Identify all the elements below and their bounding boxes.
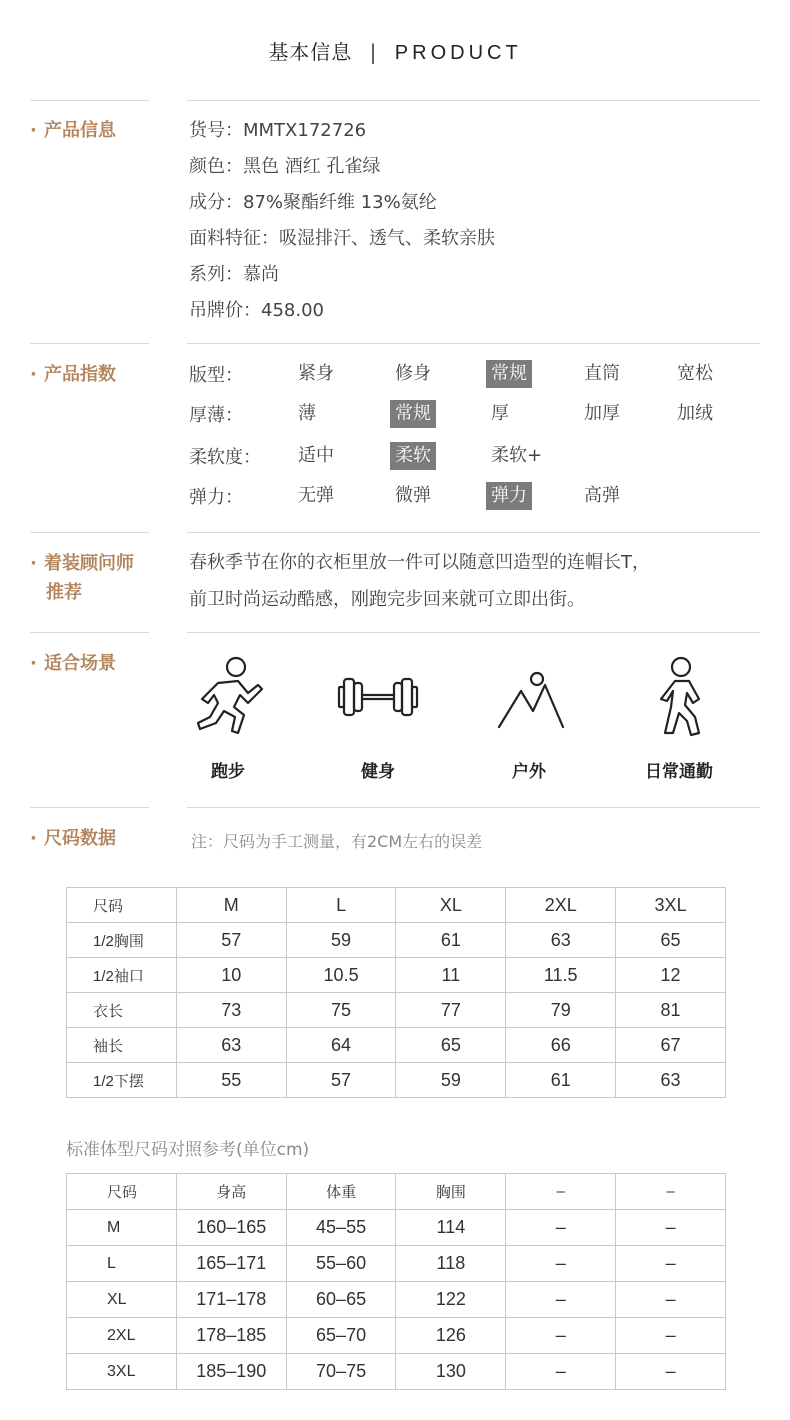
table-cell: 75 <box>286 993 396 1028</box>
table-cell: M <box>67 1210 177 1246</box>
section-label: 尺码数据 <box>44 828 116 849</box>
index-option-selected: 常规 <box>486 360 532 388</box>
section-title-size-data <box>30 824 160 853</box>
index-option: 微弹 <box>395 485 431 506</box>
index-option: 高弹 <box>584 485 620 506</box>
scene-fitness <box>323 655 433 782</box>
table-cell: 126 <box>396 1318 506 1354</box>
table-cell: 1/2胸围 <box>67 923 177 958</box>
bullet-dot: · <box>30 553 37 574</box>
table-row <box>67 1246 726 1282</box>
divider <box>187 532 760 533</box>
index-label-thickness: 厚薄： <box>189 405 243 426</box>
scene-label: 户外 <box>512 762 546 782</box>
info-item-color: 颜色：黑色 酒红 孔雀绿 <box>189 156 381 177</box>
divider <box>187 632 760 633</box>
info-item-material: 成分：87%聚酯纤维 13%氨纶 <box>189 192 437 213</box>
section-label: 产品信息 <box>44 120 116 141</box>
index-option: 加厚 <box>584 403 620 424</box>
divider <box>30 532 149 533</box>
table-cell: 55 <box>176 1063 286 1098</box>
index-label-elasticity: 弹力： <box>189 487 243 508</box>
section-label: 产品指数 <box>44 364 116 385</box>
table-cell: 袖长 <box>67 1028 177 1063</box>
table-cell: 79 <box>506 993 616 1028</box>
mountain-icon <box>489 655 569 739</box>
page-header <box>0 36 790 65</box>
table-header-cell: 尺码 <box>67 1174 177 1210</box>
table-row <box>67 1318 726 1354</box>
recommendation-line: 前卫时尚运动酷感，刚跑完步回来就可立即出街。 <box>189 589 585 610</box>
table-header-cell: XL <box>396 888 506 923</box>
header-separator: | <box>369 40 378 64</box>
table-header-cell: 胸围 <box>396 1174 506 1210</box>
divider <box>187 343 760 344</box>
index-label-softness: 柔软度： <box>189 447 261 468</box>
table-cell: 130 <box>396 1354 506 1390</box>
table-cell: 2XL <box>67 1318 177 1354</box>
table-row <box>67 1028 726 1063</box>
table-cell: 11 <box>396 958 506 993</box>
dumbbell-icon <box>335 655 421 739</box>
header-title-en: PRODUCT <box>394 42 522 64</box>
index-option: 柔软+ <box>491 445 543 466</box>
info-item-price: 吊牌价：458.00 <box>189 300 324 321</box>
scene-outdoor <box>474 655 584 782</box>
table-cell: 60–65 <box>286 1282 396 1318</box>
bullet-dot: · <box>30 120 37 141</box>
table-cell: 65 <box>396 1028 506 1063</box>
table-cell: – <box>616 1210 726 1246</box>
table-cell: 118 <box>396 1246 506 1282</box>
scene-label: 跑步 <box>211 762 245 782</box>
index-option: 厚 <box>491 403 509 424</box>
table-cell: – <box>506 1354 616 1390</box>
table-header-cell: M <box>176 888 286 923</box>
table-cell: 10 <box>176 958 286 993</box>
table-header-row <box>67 1174 726 1210</box>
index-option: 薄 <box>298 403 316 424</box>
info-item-series: 系列：慕尚 <box>189 264 279 285</box>
table-cell: 45–55 <box>286 1210 396 1246</box>
table-cell: XL <box>67 1282 177 1318</box>
section-title-product-info <box>30 116 160 145</box>
bullet-dot: · <box>30 653 37 674</box>
scene-commute <box>624 655 734 782</box>
divider <box>30 100 149 101</box>
table-cell: – <box>506 1318 616 1354</box>
table-header-cell: 身高 <box>176 1174 286 1210</box>
index-option: 无弹 <box>298 485 334 506</box>
reference-caption: 标准体型尺码对照参考(单位cm) <box>66 1140 310 1160</box>
bullet-dot: · <box>30 364 37 385</box>
scene-label: 日常通勤 <box>645 762 713 782</box>
table-header-cell: – <box>616 1174 726 1210</box>
index-option-selected: 柔软 <box>390 442 436 470</box>
running-icon <box>188 655 268 739</box>
table-cell: 59 <box>286 923 396 958</box>
divider <box>30 807 149 808</box>
table-cell: 178–185 <box>176 1318 286 1354</box>
recommendation-line: 春秋季节在你的衣柜里放一件可以随意凹造型的连帽长T， <box>189 552 650 573</box>
table-row <box>67 1282 726 1318</box>
table-cell: – <box>616 1354 726 1390</box>
table-cell: 1/2袖口 <box>67 958 177 993</box>
table-cell: 64 <box>286 1028 396 1063</box>
table-row <box>67 1063 726 1098</box>
table-header-cell: 2XL <box>506 888 616 923</box>
table-cell: 67 <box>616 1028 726 1063</box>
table-header-cell: – <box>506 1174 616 1210</box>
table-cell: 12 <box>616 958 726 993</box>
table-header-cell: 体重 <box>286 1174 396 1210</box>
table-cell: 63 <box>616 1063 726 1098</box>
divider <box>187 100 760 101</box>
info-item-fabric: 面料特征：吸湿排汗、透气、柔软亲肤 <box>189 228 495 249</box>
table-cell: 65–70 <box>286 1318 396 1354</box>
table-cell: 70–75 <box>286 1354 396 1390</box>
info-item-sku: 货号：MMTX172726 <box>189 120 367 141</box>
table-cell: – <box>616 1246 726 1282</box>
table-cell: – <box>506 1210 616 1246</box>
table-cell: L <box>67 1246 177 1282</box>
index-option: 修身 <box>395 363 431 384</box>
table-cell: 57 <box>176 923 286 958</box>
walking-icon <box>639 655 719 739</box>
table-row <box>67 993 726 1028</box>
divider <box>30 343 149 344</box>
divider <box>30 632 149 633</box>
table-cell: 66 <box>506 1028 616 1063</box>
index-option-selected: 弹力 <box>486 482 532 510</box>
table-cell: 65 <box>616 923 726 958</box>
table-cell: 160–165 <box>176 1210 286 1246</box>
scene-label: 健身 <box>361 762 395 782</box>
table-cell: 10.5 <box>286 958 396 993</box>
table-header-row <box>67 888 726 923</box>
index-option: 直筒 <box>584 363 620 384</box>
index-option-selected: 常规 <box>390 400 436 428</box>
table-cell: – <box>616 1282 726 1318</box>
divider <box>187 807 760 808</box>
size-note: 注：尺码为手工测量，有2CM左右的误差 <box>191 832 483 851</box>
index-option: 紧身 <box>298 363 334 384</box>
table-cell: 11.5 <box>506 958 616 993</box>
header-title-cn: 基本信息 <box>268 40 353 64</box>
table-cell: 63 <box>176 1028 286 1063</box>
table-cell: – <box>616 1318 726 1354</box>
table-cell: 衣长 <box>67 993 177 1028</box>
table-cell: – <box>506 1282 616 1318</box>
reference-table <box>66 1173 726 1390</box>
table-cell: 171–178 <box>176 1282 286 1318</box>
index-option: 加绒 <box>677 403 713 424</box>
table-header-cell: 尺码 <box>67 888 177 923</box>
table-cell: 165–171 <box>176 1246 286 1282</box>
table-cell: 61 <box>396 923 506 958</box>
table-cell: 59 <box>396 1063 506 1098</box>
section-label-line2: 推荐 <box>46 582 82 603</box>
table-cell: 114 <box>396 1210 506 1246</box>
table-header-cell: 3XL <box>616 888 726 923</box>
table-cell: 81 <box>616 993 726 1028</box>
table-cell: 61 <box>506 1063 616 1098</box>
section-label: 着装顾问师 <box>44 553 134 574</box>
table-cell: 77 <box>396 993 506 1028</box>
table-cell: 122 <box>396 1282 506 1318</box>
index-option: 宽松 <box>677 363 713 384</box>
table-cell: 63 <box>506 923 616 958</box>
table-cell: 1/2下摆 <box>67 1063 177 1098</box>
section-title-scenes <box>30 649 160 678</box>
index-option: 适中 <box>298 445 334 466</box>
table-cell: 3XL <box>67 1354 177 1390</box>
table-row <box>67 958 726 993</box>
table-row <box>67 1210 726 1246</box>
table-cell: 57 <box>286 1063 396 1098</box>
section-label: 适合场景 <box>44 653 116 674</box>
table-cell: 73 <box>176 993 286 1028</box>
bullet-dot: · <box>30 828 37 849</box>
scene-running <box>173 655 283 782</box>
size-table <box>66 887 726 1098</box>
table-cell: – <box>506 1246 616 1282</box>
table-header-cell: L <box>286 888 396 923</box>
table-cell: 55–60 <box>286 1246 396 1282</box>
index-label-fit: 版型： <box>189 365 243 386</box>
table-row <box>67 1354 726 1390</box>
section-title-product-index <box>30 360 160 389</box>
table-row <box>67 923 726 958</box>
table-cell: 185–190 <box>176 1354 286 1390</box>
section-title-stylist <box>30 549 160 607</box>
